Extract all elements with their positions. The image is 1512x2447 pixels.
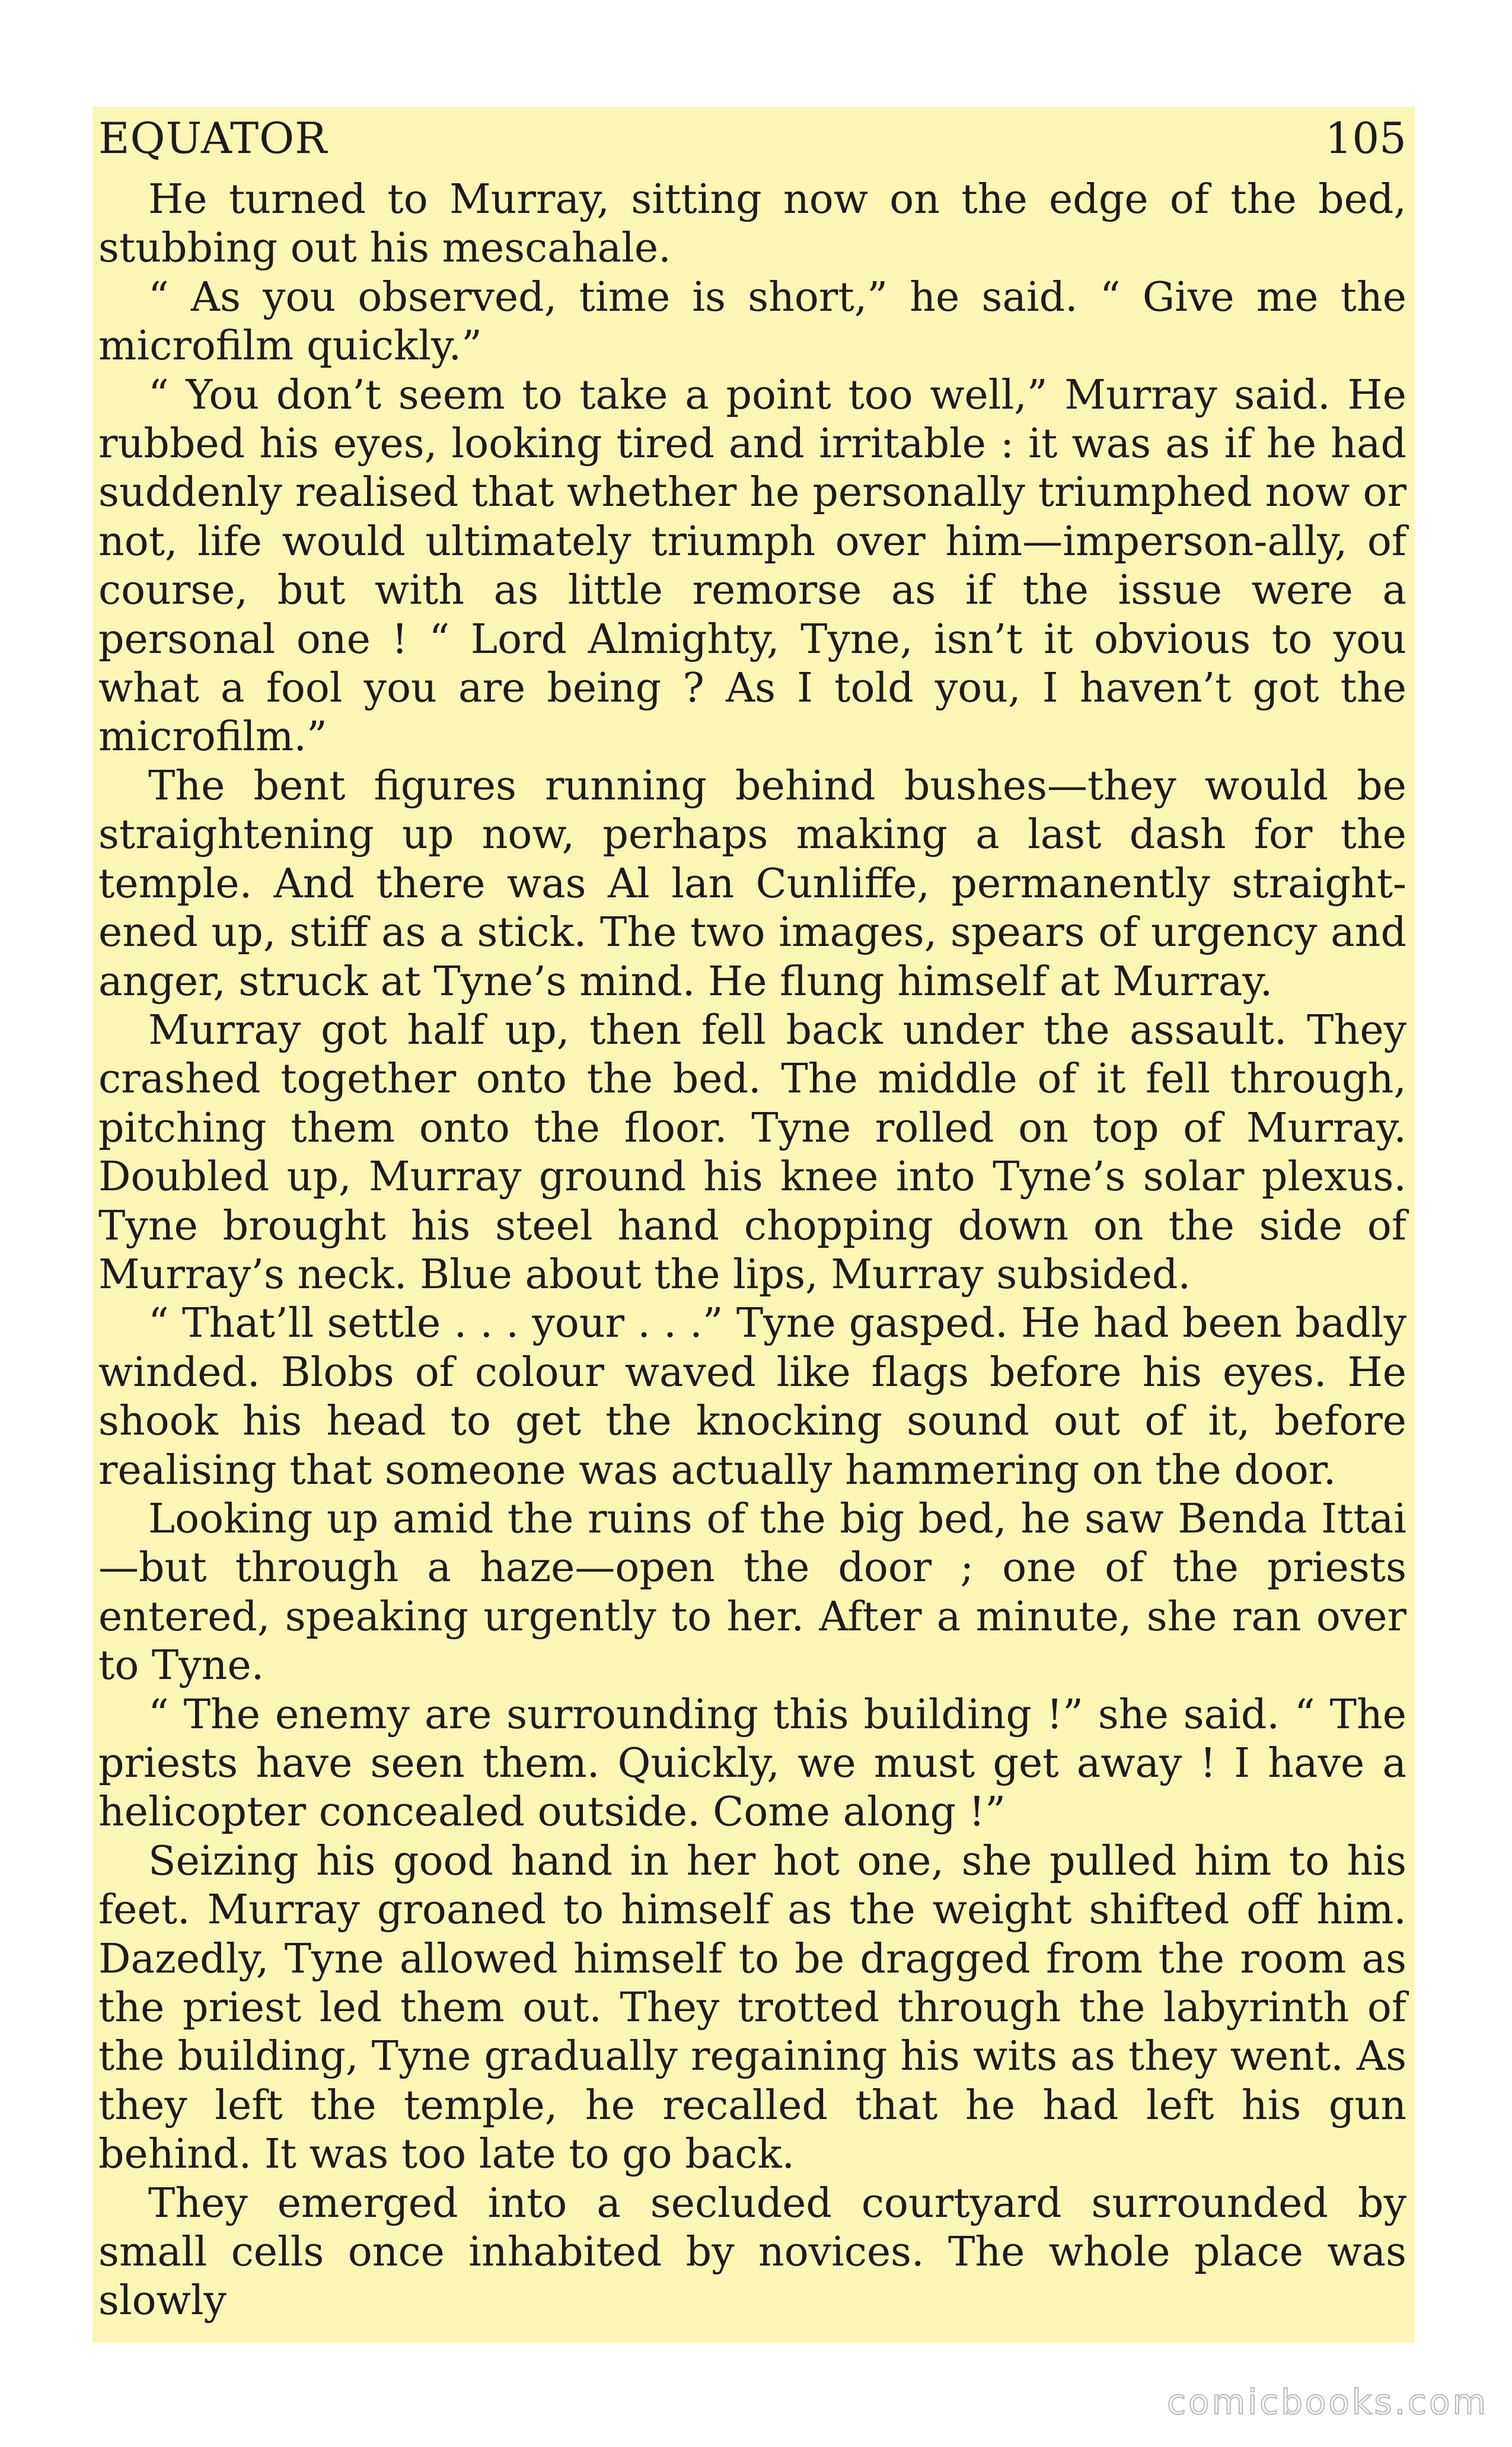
body-text xyxy=(98,176,1406,2326)
paragraph: He turned to Murray, sitting now on the edge of the bed, stubbing out his mescahale. xyxy=(98,176,1406,272)
running-title: EQUATOR xyxy=(98,113,328,163)
paragraph: “ As you observed, time is short,” he said. “ Give me the microfilm quickly.” xyxy=(98,273,1406,370)
running-head xyxy=(98,111,1406,176)
book-page xyxy=(92,107,1415,2343)
watermark: comicbooks.com xyxy=(1167,2382,1488,2422)
paragraph: Murray got half up, then fell back under the assault. They crashed together onto the bed. The middle of it fell through, pitching them onto the floor. Tyne rolled on top of Murray. Doubled up, Murray ground his knee into Tyne’s solar plexus. Tyne brought his steel hand chopping down on the side of Murray’s neck. Blue about the lips, Murray subsided. xyxy=(98,1006,1406,1298)
paragraph: “ You don’t seem to take a point too well,” Murray said. He rubbed his eyes, looking tired and irritable : it was as if he had suddenly realised that whether he personally triumphed now or not, life would ultimately triumph over him—imperson-ally, of course, but with as little remorse as if the issue were a personal one ! “ Lord Almighty, Tyne, isn’t it obvious to you what a fool you are being ? As I told you, I haven’t got the microfilm.” xyxy=(98,371,1406,761)
paragraph: They emerged into a secluded courtyard surrounded by small cells once inhabited by novices. The whole place was slowly xyxy=(98,2180,1406,2325)
paragraph: “ That’ll settle . . . your . . .” Tyne gasped. He had been badly winded. Blobs of colour waved like flags before his eyes. He shook his head to get the knocking sound out of it, before realising that someone was actually hammering on the door. xyxy=(98,1300,1406,1494)
paragraph: Looking up amid the ruins of the big bed, he saw Benda Ittai —but through a haze—open the door ; one of the priests entered, speaking urgently to her. After a minute, she ran over to Tyne. xyxy=(98,1495,1406,1690)
paragraph: “ The enemy are surrounding this building !” she said. “ The priests have seen them. Quickly, we must get away ! I have a helicopter concealed outside. Come along !” xyxy=(98,1691,1406,1836)
page-number: 105 xyxy=(1325,113,1406,163)
paragraph: The bent figures running behind bushes—they would be straightening up now, perhaps making a last dash for the temple. And there was Al lan Cunliffe, permanently straight-ened up, stiff as a stick. The two images, spears of urgency and anger, struck at Tyne’s mind. He flung himself at Murray. xyxy=(98,762,1406,1005)
paragraph: Seizing his good hand in her hot one, she pulled him to his feet. Murray groaned to himself as the weight shifted off him. Dazedly, Tyne allowed himself to be dragged from the room as the priest led them out. They trotted through the labyrinth of the building, Tyne gradually regaining his wits as they went. As they left the temple, he recalled that he had left his gun behind. It was too late to go back. xyxy=(98,1837,1406,2178)
